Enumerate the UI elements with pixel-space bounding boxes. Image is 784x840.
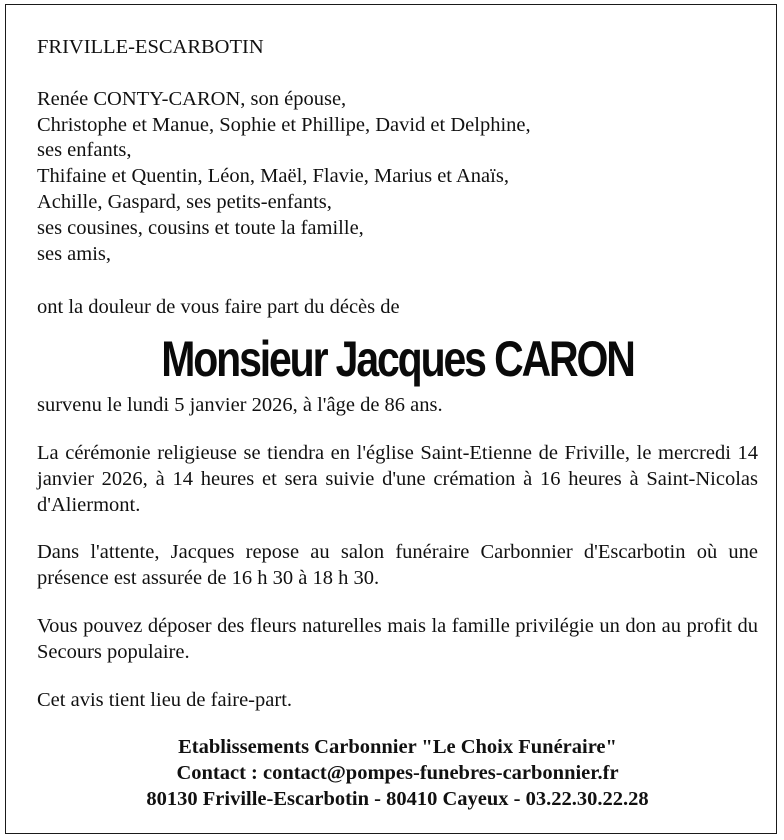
family-line-grandchildren-label: Achille, Gaspard, ses petits-enfants, bbox=[37, 190, 332, 213]
deceased-name: Monsieur Jacques CARON bbox=[161, 331, 634, 388]
ceremony-details: La cérémonie religieuse se tiendra en l'église Saint-Etienne de Friville, le mercredi 14 janvier 2026, à 14 heures et sera suivie d'une crémation à 16 heures à Saint-Nicolas d'Aliermont. bbox=[37, 441, 758, 516]
death-info: survenu le lundi 5 janvier 2026, à l'âge de 86 ans. bbox=[37, 394, 443, 417]
flowers-donation-note: Vous pouvez déposer des fleurs naturelles mais la famille privilégie un don au profit du Secours populaire. bbox=[37, 614, 758, 663]
family-list bbox=[37, 87, 758, 268]
funeral-home-name: Etablissements Carbonnier "Le Choix Funéraire" bbox=[178, 736, 617, 759]
notice-frame bbox=[5, 4, 777, 834]
family-line-friends: ses amis, bbox=[37, 242, 112, 265]
town-heading: FRIVILLE-ESCARBOTIN bbox=[37, 36, 264, 58]
family-line-grandchildren-names: Thifaine et Quentin, Léon, Maël, Flavie, Marius et Anaïs, bbox=[37, 165, 509, 188]
announcement-intro: ont la douleur de vous faire part du décès de bbox=[37, 296, 400, 319]
family-line-spouse: Renée CONTY-CARON, son épouse, bbox=[37, 87, 347, 110]
family-line-children-names: Christophe et Manue, Sophie et Phillipe, David et Delphine, bbox=[37, 113, 531, 136]
funeral-home-address: 80130 Friville-Escarbotin - 80410 Cayeux - 03.22.30.22.28 bbox=[146, 788, 649, 811]
family-line-children-label: ses enfants, bbox=[37, 139, 132, 162]
notice-content bbox=[37, 35, 758, 812]
visitation-details: Dans l'attente, Jacques repose au salon funéraire Carbonnier d'Escarbotin où une présence est assurée de 16 h 30 à 18 h 30. bbox=[37, 541, 758, 590]
funeral-home-footer bbox=[37, 734, 758, 812]
family-line-cousins: ses cousines, cousins et toute la famille, bbox=[37, 216, 364, 239]
closing-note: Cet avis tient lieu de faire-part. bbox=[37, 688, 293, 711]
funeral-home-contact[interactable]: Contact : contact@pompes-funebres-carbonnier.fr bbox=[176, 762, 619, 785]
